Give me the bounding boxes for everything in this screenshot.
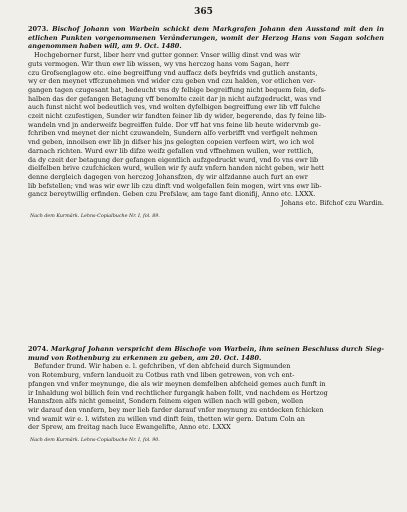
text-line: darnach richten. Wurd ewr lib difze weifz gefallen vnd vffnehmen wullen, wer rettlich, xyxy=(28,146,314,155)
text-line: vnd wamit wir e. l. wifsten zu willen vnd dinft fein, thetten wir gern. Datum Coln an xyxy=(28,414,305,423)
text-line: gancz bereytwillig erfinden. Geben czu Prefslaw, am tage fant dionifij, Anno etc. LXXX. xyxy=(28,190,316,199)
text-line: vnd geben, innoilsen ewr lib jn difser his jns gelegten copeien verfeen wirt, wo ich wol xyxy=(28,138,314,147)
document-number: 2073. xyxy=(28,25,49,33)
source-note: Nach dem Kurmärk. Lehns-Copialbuche Nr. I, fol. 90. xyxy=(30,438,160,444)
page-number: 365 xyxy=(194,7,213,17)
text-line: ir Inhaldung wol billich fein vnd rechtlicher furgangk haben follt, vnd nachdem es Hertzog xyxy=(28,388,328,397)
text-line: wandeln vnd jn anderweifz begreiffen fulde. Dor vff hat vns feine lib heute widervmb ge- xyxy=(28,120,321,129)
document-heading xyxy=(28,25,384,51)
text-line: pfangen vnd vnfer meynunge, die als wir meynen demfelben abfcheid gemes auch funft in xyxy=(28,379,326,388)
signature: Johans etc. Bifchof czu Wardin. xyxy=(281,199,384,208)
text-line: halben das der gefangen Betagung vff benomlte czeit dar jn nicht aufzgedruckt, was vnd xyxy=(28,94,322,103)
text-line: gangen tagen czugesant hat, bedeucht vns dy felbige begreiffung nicht bequem fein, defs- xyxy=(28,85,327,94)
text-line: wir darauf den vnnfern, bey mer lieb farder darauf vnfer meynung zu entdecken fchicken xyxy=(28,405,324,414)
text-line: Hochgeborner furst, liber herr vnd gutter gonner. Vnser willig dinst vnd was wir xyxy=(34,51,301,60)
document-title: Markgraf Johann verspricht dem Bischofe von Warbein, ihm seinen Beschluss durch Siegmund von Rothenburg zu erkennen zu geben, am 20. Oct. 1480. xyxy=(28,345,384,362)
text-line: wy er den meynet vffczunehmen vnd wider czu geben vnd czu halden, vor etlichen ver- xyxy=(28,77,316,86)
document-heading xyxy=(28,345,384,362)
text-line: von Rotemburg, vnfern landuoit zu Cotbus rath vnd liben getrewen, von vch ent- xyxy=(28,371,295,380)
text-line: Hannsfzen alfs nicht gemeint, Sondern feinem eigen willen nach will geben, wollen xyxy=(28,397,304,406)
document-2073 xyxy=(28,25,384,220)
document-number: 2074. xyxy=(28,345,49,353)
text-line: czeit nicht czufestigen, Sunder wir fandten feiner lib dy wider, begerende, das fy feine lib- xyxy=(28,112,327,121)
document-body xyxy=(28,51,384,199)
text-line: guts vermogen. Wir thun ewr lib wissen, wy vns herczog hans vom Sagan, herr xyxy=(28,59,290,68)
text-line: auch funst nicht wol bedeutlich ves, vnd wolten dyfelbigen begreiffung ewr lib vff fulche xyxy=(28,103,321,112)
document-body xyxy=(28,362,384,432)
source-note: Nach dem Kurmärk. Lehns-Copialbuche Nr. I, fol. 89. xyxy=(30,213,160,219)
text-line: Befunder frund. Wir haben e. l. gefchriben, vf den abfcheid durch Sigmunden xyxy=(34,362,291,371)
text-line: czu Grofsenglagow etc. eine begreiffung vnd auffacz defs beyfrids vnd gutlich anstants, xyxy=(28,68,318,77)
text-line: lib befstellen; vnd was wir ewr lib czu dinft vnd wolgefallen fein mogen, wirt vns ewr lib- xyxy=(28,181,322,190)
text-line: der Sprew, am freitag nach luce Ewangelifte, Anno etc. LXXX xyxy=(28,423,231,432)
text-line: fchriben vnd meynet der nicht czuwandeln, Sundern alfo verbrifft vnd verfigelt nehmen xyxy=(28,129,318,138)
text-line: denne dergleich dagegen von herczog Johansfzen, dy wir alfzdanne auch furt an ewr xyxy=(28,172,308,181)
text-line: dielfelben brive czufchicken wurd, wullen wir fy aufz vnfern handen nicht geben, wir hett xyxy=(28,164,325,173)
text-line: da dy czeit der betagung der gefangen eigentlich aufzgedruckt wurd, vnd fo vns ewr lib xyxy=(28,155,319,164)
document-2074 xyxy=(28,345,384,444)
document-title: Bischof Johann von Warbein schickt dem Markgrafen Johann den Ausstand mit den in etlichen Punkten vorgenommenen Veränderungen, womit der Herzog Hans von Sagan solchen angenommen haben will, am 9. Oct. 1480. xyxy=(28,25,385,51)
